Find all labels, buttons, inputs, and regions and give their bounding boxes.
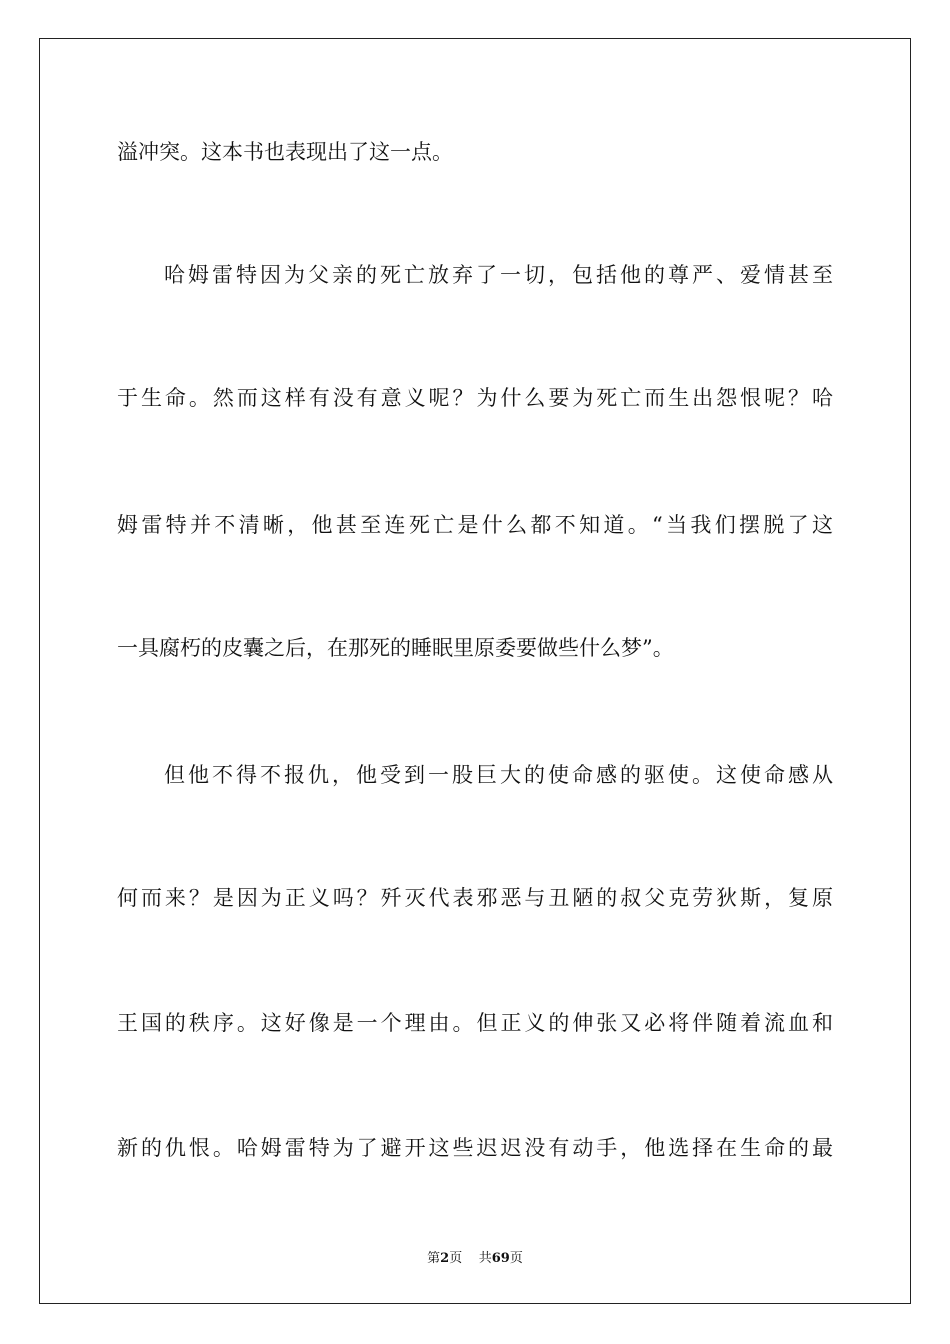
footer-middle: 页 共 — [449, 1251, 492, 1266]
text-line: 溢冲突。这本书也表现出了这一点。 — [117, 140, 453, 164]
current-page-number: 2 — [440, 1251, 450, 1266]
page-border — [39, 38, 911, 1304]
text-line: 王国的秩序。这好像是一个理由。但正义的伸张又必将伴随着流血和 — [117, 1011, 833, 1035]
text-line: 哈姆雷特因为父亲的死亡放弃了一切，包括他的尊严、爱情甚至 — [164, 263, 833, 287]
text-line: 一具腐朽的皮囊之后，在那死的睡眠里原委要做些什么梦”。 — [117, 636, 674, 660]
page-footer — [0, 1247, 950, 1266]
text-line: 何而来？是因为正义吗？歼灭代表邪恶与丑陋的叔父克劳狄斯，复原 — [117, 886, 833, 910]
footer-suffix: 页 — [509, 1251, 523, 1266]
footer-prefix: 第 — [427, 1251, 441, 1266]
text-line: 姆雷特并不清晰，他甚至连死亡是什么都不知道。“当我们摆脱了这 — [117, 513, 833, 537]
text-line: 但他不得不报仇，他受到一股巨大的使命感的驱使。这使命感从 — [164, 763, 833, 787]
text-line: 于生命。然而这样有没有意义呢？为什么要为死亡而生出怨恨呢？哈 — [117, 386, 833, 410]
total-pages-number: 69 — [491, 1251, 510, 1266]
text-line: 新的仇恨。哈姆雷特为了避开这些迟迟没有动手，他选择在生命的最 — [117, 1136, 833, 1160]
